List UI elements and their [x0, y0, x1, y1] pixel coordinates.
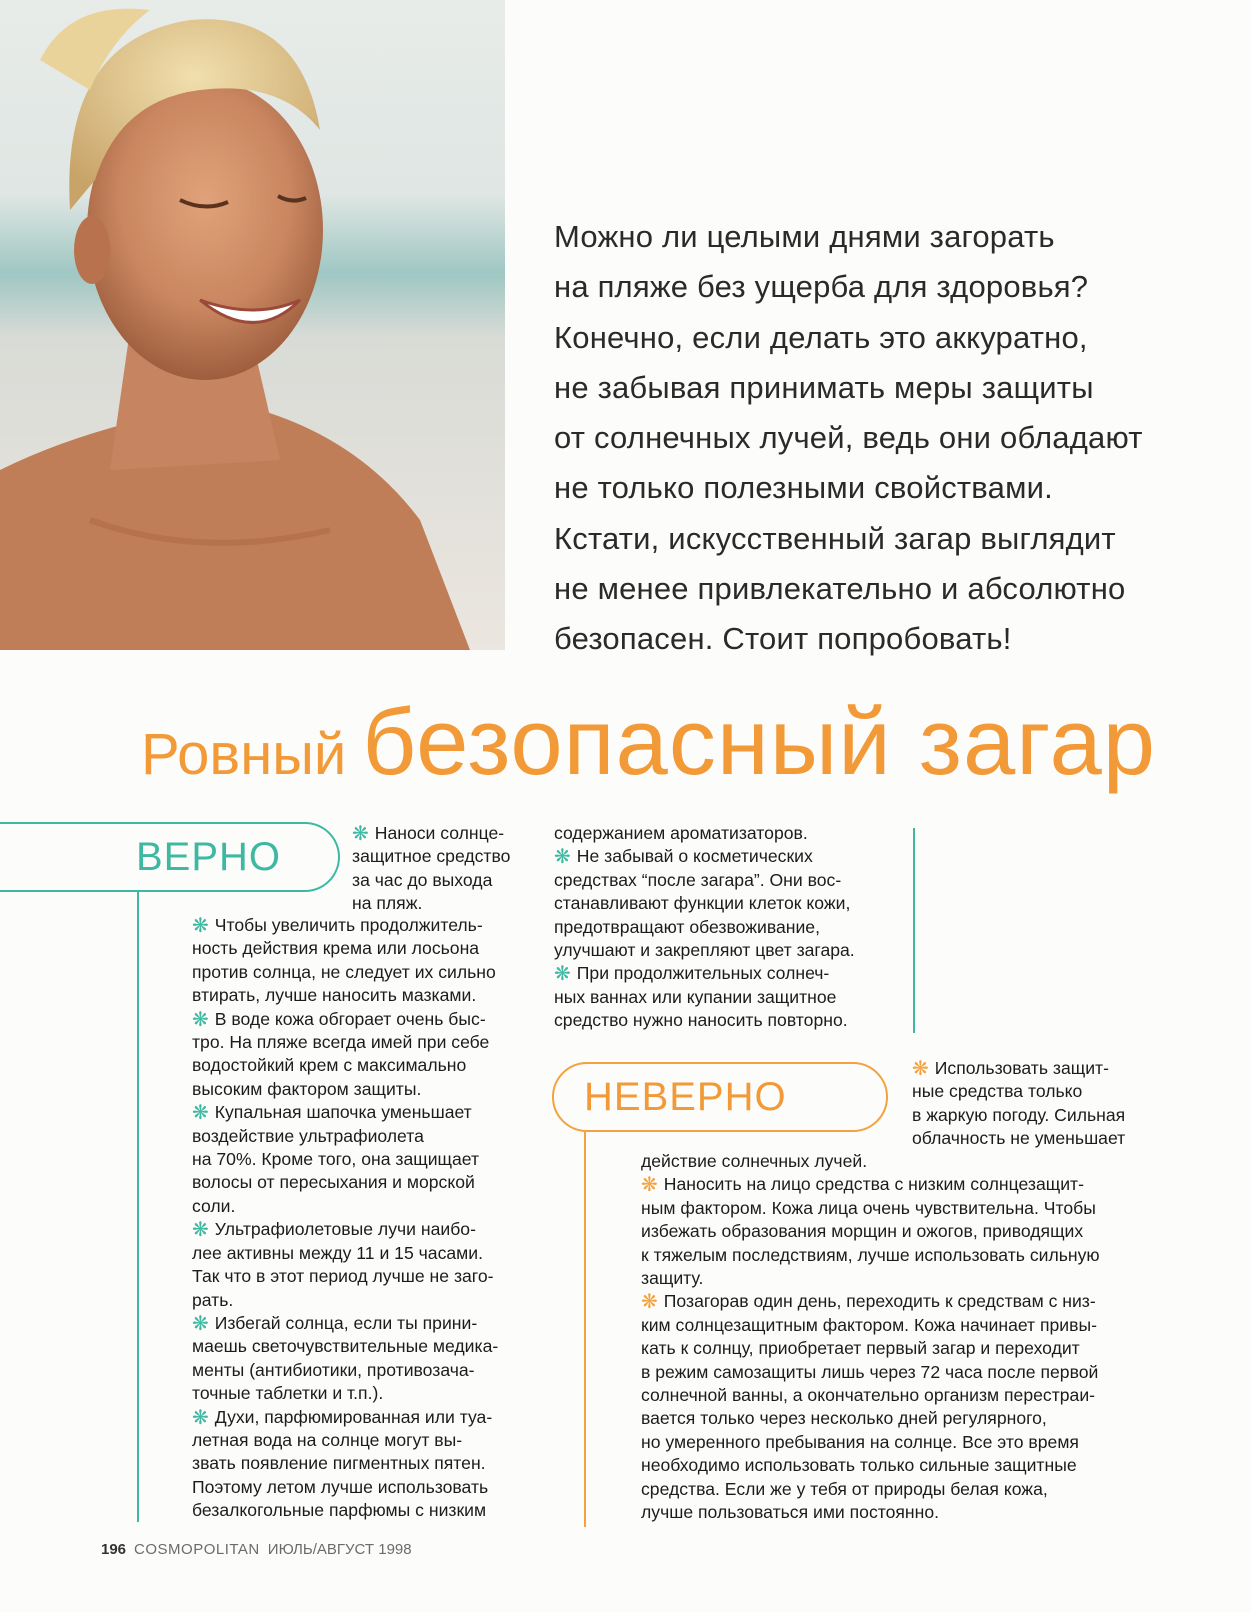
asterisk-orange-icon: ❋ [641, 1291, 658, 1314]
col3-line: к тяжелым последствиям, лучше использовать сильную [641, 1244, 1100, 1265]
page-number: 196 [101, 1541, 127, 1558]
col1-line: Так что в этот период лучше не заго- [192, 1266, 494, 1287]
wrong-section-label: НЕВЕРНО [584, 1075, 787, 1119]
col1-line: втирать, лучше наносить мазками. [192, 985, 477, 1006]
col3-line: но умеренного пребывания на солнце. Все это время [641, 1431, 1079, 1452]
col1-line: на 70%. Кроме того, она защищает [192, 1149, 480, 1170]
col3-top-line: Использовать защит- [934, 1058, 1109, 1078]
headline-big: безопасный загар [362, 689, 1157, 794]
col1-line: воздействие ультрафиолета [192, 1125, 424, 1146]
col1-line: Чтобы увеличить продолжитель- [214, 915, 483, 935]
col1-line: Избегай солнца, если ты прини- [214, 1312, 478, 1333]
col3-line: кать к солнцу, приобретает первый загар и переходит [641, 1338, 1080, 1359]
col2-line: предотвращают обезвоживание, [554, 916, 820, 937]
intro-paragraph [554, 212, 1204, 665]
magazine-name: COSMOPOLITAN [134, 1541, 260, 1558]
asterisk-orange-icon: ❋ [641, 1174, 658, 1197]
intro-line: Кстати, искусственный загар выглядит [554, 520, 1116, 556]
col1-line: волосы от пересыхания и морской [192, 1172, 475, 1193]
col3-top-line: облачность не уменьшает [912, 1128, 1126, 1149]
asterisk-green-icon: ❋ [192, 1312, 209, 1335]
intro-line: от солнечных лучей, ведь они обладают [554, 420, 1143, 456]
col3-line: ким солнцезащитным фактором. Кожа начинает привы- [641, 1314, 1097, 1335]
col1-line: Купальная шапочка уменьшает [214, 1102, 472, 1123]
asterisk-green-icon: ❋ [554, 846, 571, 869]
asterisk-green-icon: ❋ [192, 915, 209, 937]
col1-line: тро. На пляже всегда имей при себе [192, 1032, 490, 1053]
col1-line: рать. [192, 1289, 234, 1310]
col1-line: водостойкий крем с максимально [192, 1055, 467, 1076]
asterisk-green-icon: ❋ [192, 1008, 209, 1031]
photo-illustration [0, 0, 505, 650]
col1-line: Поэтому летом лучше использовать [192, 1476, 489, 1497]
col3-line: необходимо использовать только сильные защитные [641, 1455, 1077, 1476]
article-headline [141, 688, 1156, 796]
intro-line: безопасен. Стоит попробовать! [554, 621, 1012, 657]
col1-top-line: защитное средство [352, 846, 511, 867]
col3-line: избежать образования морщин и ожогов, приводящих [641, 1221, 1084, 1242]
green-rule-left [137, 892, 139, 1522]
col2-main [554, 822, 855, 1033]
headline-light: Ровный [141, 722, 347, 787]
col1-top-line: за час до выхода [352, 869, 493, 890]
col3-line: ным фактором. Кожа лица очень чувствительна. Чтобы [641, 1197, 1096, 1218]
col3-line: вается только через несколько дней регулярного, [641, 1408, 1047, 1429]
col1-line: Ультрафиолетовые лучи наибо- [214, 1219, 476, 1240]
asterisk-green-icon: ❋ [192, 1102, 209, 1125]
col1-line: соли. [192, 1195, 236, 1216]
col3-top-line: ные средства только [912, 1081, 1083, 1102]
col1-line: менты (антибиотики, противозача- [192, 1359, 475, 1380]
intro-line: не забывая принимать меры защиты [554, 369, 1094, 405]
asterisk-orange-icon: ❋ [912, 1058, 929, 1080]
col2-line: средствах “после загара”. Они вос- [554, 869, 842, 890]
asterisk-green-icon: ❋ [192, 1406, 209, 1429]
col2-line: улучшают и закрепляют цвет загара. [554, 940, 855, 961]
col3-top-line: в жаркую погоду. Сильная [912, 1104, 1126, 1125]
col2-line: станавливают функции клеток кожи, [554, 893, 851, 914]
col1-line: В воде кожа обгорает очень быс- [214, 1008, 486, 1029]
intro-line: не только полезными свойствами. [554, 470, 1053, 506]
asterisk-green-icon: ❋ [192, 1219, 209, 1242]
col2-line: Не забывай о косметических [576, 846, 813, 867]
col1-top-line: на пляж. [352, 893, 423, 914]
col3-line: Позагорав один день, переходить к средствам с низ- [663, 1291, 1096, 1312]
orange-rule [584, 1132, 586, 1527]
col3-line: защиту. [641, 1268, 704, 1289]
col1-line: точные таблетки и т.п.). [192, 1383, 384, 1404]
asterisk-green-icon: ❋ [554, 963, 571, 986]
col1-line: Духи, парфюмированная или туа- [214, 1406, 493, 1427]
intro-line: Можно ли целыми днями загорать [554, 219, 1055, 254]
col2-line: содержанием ароматизаторов. [554, 823, 808, 843]
col3-line: лучше пользоваться ими постоянно. [641, 1502, 940, 1523]
green-rule-right [913, 828, 915, 1033]
col1-line: ность действия крема или лосьона [192, 938, 480, 959]
col1-main [192, 914, 498, 1523]
col1-line: летная вода на солнце могут вы- [192, 1429, 463, 1450]
col1-line: высоким фактором защиты. [192, 1078, 422, 1099]
page-footer [101, 1541, 412, 1558]
col3-line: Наносить на лицо средства с низким солнцезащит- [663, 1174, 1084, 1195]
col1-top [352, 822, 510, 916]
col1-line: звать появление пигментных пятен. [192, 1453, 486, 1474]
col3-line: солнечной ванны, а окончательно организм перестраи- [641, 1385, 1096, 1406]
photo-woman-smiling [0, 0, 505, 650]
col3-line: в режим самозащиты лишь через 72 часа после первой [641, 1361, 1099, 1382]
col1-line: безалкогольные парфюмы с низким [192, 1500, 487, 1521]
intro-line: не менее привлекательно и абсолютно [554, 571, 1126, 607]
col3-line: действие солнечных лучей. [641, 1151, 868, 1171]
col1-top-line: Наноси солнце- [374, 823, 505, 843]
col1-line: маешь светочувствительные медика- [192, 1336, 499, 1357]
col3-main [641, 1150, 1100, 1525]
col2-line: При продолжительных солнеч- [576, 963, 830, 984]
intro-line: на пляже без ущерба для здоровья? [554, 269, 1089, 305]
right-section-label: ВЕРНО [136, 835, 282, 879]
asterisk-green-icon: ❋ [352, 823, 369, 845]
issue-date: ИЮЛЬ/АВГУСТ 1998 [267, 1541, 412, 1558]
col3-line: средства. Если же у тебя от природы белая кожа, [641, 1478, 1048, 1499]
col2-line: средство нужно наносить повторно. [554, 1010, 848, 1031]
col3-top [912, 1057, 1125, 1151]
col1-line: лее активны между 11 и 15 часами. [192, 1242, 483, 1263]
intro-line: Конечно, если делать это аккуратно, [554, 319, 1088, 355]
col1-line: против солнца, не следует их сильно [192, 961, 496, 982]
col2-line: ных ваннах или купании защитное [554, 986, 837, 1007]
